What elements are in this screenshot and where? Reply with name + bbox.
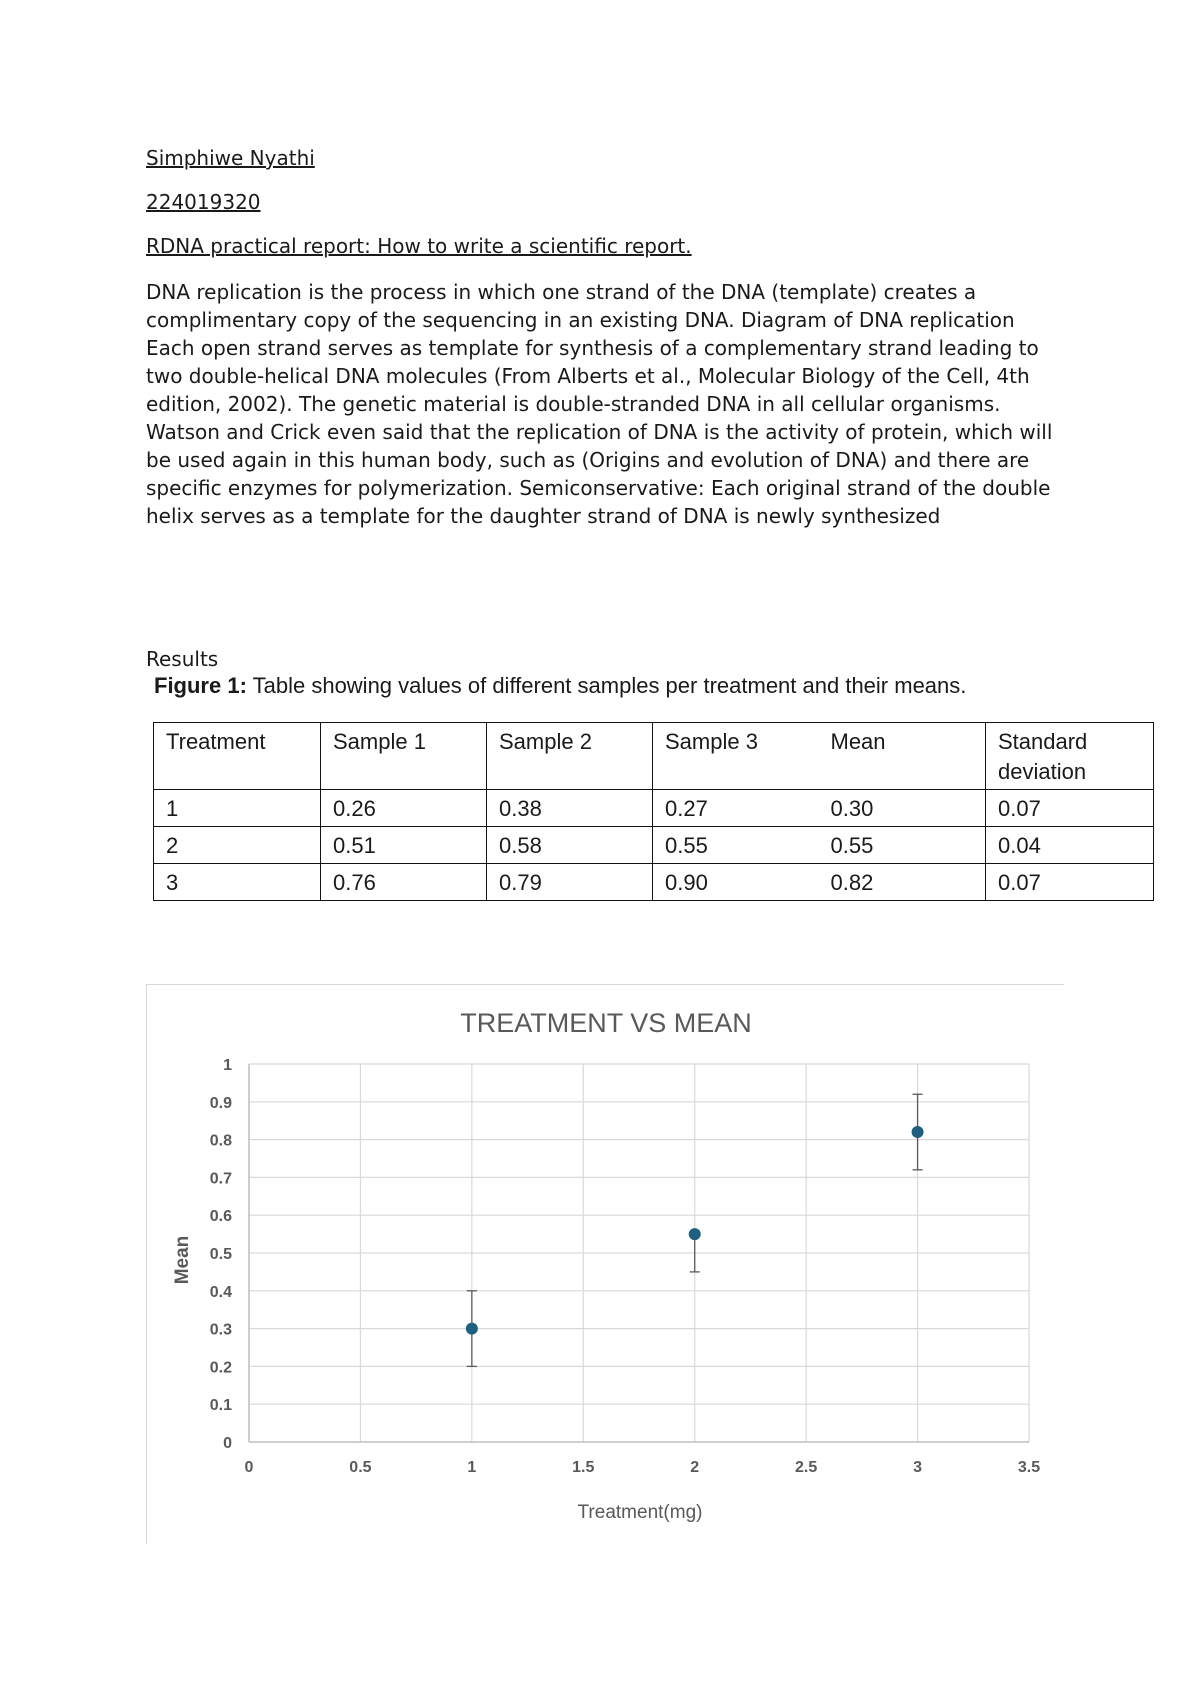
- y-tick-label: 0.7: [209, 1170, 232, 1188]
- data-point: [912, 1126, 924, 1138]
- y-tick-label: 0.4: [209, 1283, 232, 1301]
- table-header-cell: Sample 1: [321, 723, 487, 790]
- results-heading: Results: [146, 647, 219, 671]
- table-cell: 0.07: [986, 790, 1154, 827]
- table-cell: 1: [154, 790, 321, 827]
- table-cell: 2: [154, 827, 321, 864]
- table-cell: 0.90: [653, 864, 819, 901]
- x-tick-label: 2.5: [795, 1459, 818, 1476]
- author-name: Simphiwe Nyathi: [146, 146, 315, 170]
- table-cell: 0.79: [487, 864, 653, 901]
- table-row: [154, 790, 1154, 827]
- table-cell: 0.30: [819, 790, 986, 827]
- table-cell: 0.55: [819, 827, 986, 864]
- table-cell: 0.38: [487, 790, 653, 827]
- x-tick-label: 3.5: [1017, 1459, 1041, 1476]
- table-row: [154, 864, 1154, 901]
- x-tick-label: 1.5: [572, 1459, 595, 1476]
- y-tick-label: 0.6: [209, 1208, 232, 1226]
- y-tick-label: 0.1: [209, 1397, 232, 1415]
- y-tick-label: 0.5: [209, 1246, 232, 1263]
- x-tick-label: 0: [244, 1459, 254, 1476]
- y-axis-label: Mean: [172, 1235, 193, 1285]
- table-cell: 3: [154, 864, 321, 901]
- figure-caption: [154, 673, 966, 699]
- table-cell: 0.07: [986, 864, 1154, 901]
- table-header-row: [154, 723, 1154, 790]
- intro-paragraph: DNA replication is the process in which one strand of the DNA (template) creates a complimentary copy of the sequencing in an existing DNA. Diagram of DNA replication Each open strand serves as template for synthesis of a complementary strand leading to two double-helical DNA molecules (From Alberts et al., Molecular Biology of the Cell, 4th edition, 2002). The genetic material is double-stranded DNA in all cellular organisms. Watson and Crick even said that the replication of DNA is the activity of protein, which will be used again in this human body, such as (Origins and evolution of DNA) and there are specific enzymes for polymerization. Semiconservative: Each original strand of the double helix serves as a template for the daughter strand of DNA is newly synthesized: [146, 280, 1053, 528]
- table-cell: 0.58: [487, 827, 653, 864]
- data-point: [689, 1228, 701, 1240]
- table-cell: 0.27: [653, 790, 819, 827]
- y-tick-label: 0.9: [209, 1094, 232, 1112]
- data-point: [466, 1323, 478, 1335]
- table-cell: 0.51: [321, 827, 487, 864]
- table-cell: 0.26: [321, 790, 487, 827]
- y-tick-label: 0: [223, 1435, 232, 1452]
- figure-caption-label: Figure 1:: [154, 673, 247, 698]
- y-tick-label: 1: [223, 1057, 232, 1074]
- table-header-cell: Mean: [819, 723, 986, 790]
- chart-tick-labels: [210, 1057, 1040, 1476]
- y-tick-label: 0.3: [209, 1321, 232, 1339]
- x-tick-label: 0.5: [349, 1459, 372, 1476]
- figure-caption-text: Table showing values of different samples per treatment and their means.: [246, 673, 967, 698]
- treatment-vs-mean-chart: [146, 984, 1064, 1544]
- table-header-cell: Standard deviation: [986, 723, 1154, 790]
- table-cell: 0.55: [653, 827, 819, 864]
- x-tick-label: 3: [913, 1459, 923, 1476]
- table-header-cell: Sample 2: [487, 723, 653, 790]
- chart-gridlines: [249, 1064, 1029, 1442]
- chart-title: TREATMENT VS MEAN: [460, 1008, 752, 1038]
- y-tick-label: 0.8: [209, 1132, 232, 1150]
- x-axis-label: Treatment(mg): [577, 1502, 703, 1523]
- results-table: [153, 722, 1154, 901]
- chart-svg: [146, 984, 1064, 1544]
- report-title: RDNA practical report: How to write a scientific report.: [146, 234, 692, 258]
- x-tick-label: 2: [690, 1459, 700, 1476]
- table-header-cell: Treatment: [154, 723, 321, 790]
- table-row: [154, 827, 1154, 864]
- student-number: 224019320: [146, 190, 261, 214]
- x-tick-label: 1: [467, 1459, 477, 1476]
- table-cell: 0.82: [819, 864, 986, 901]
- table-header-cell: Sample 3: [653, 723, 819, 790]
- table-cell: 0.04: [986, 827, 1154, 864]
- table-cell: 0.76: [321, 864, 487, 901]
- y-tick-label: 0.2: [209, 1359, 232, 1377]
